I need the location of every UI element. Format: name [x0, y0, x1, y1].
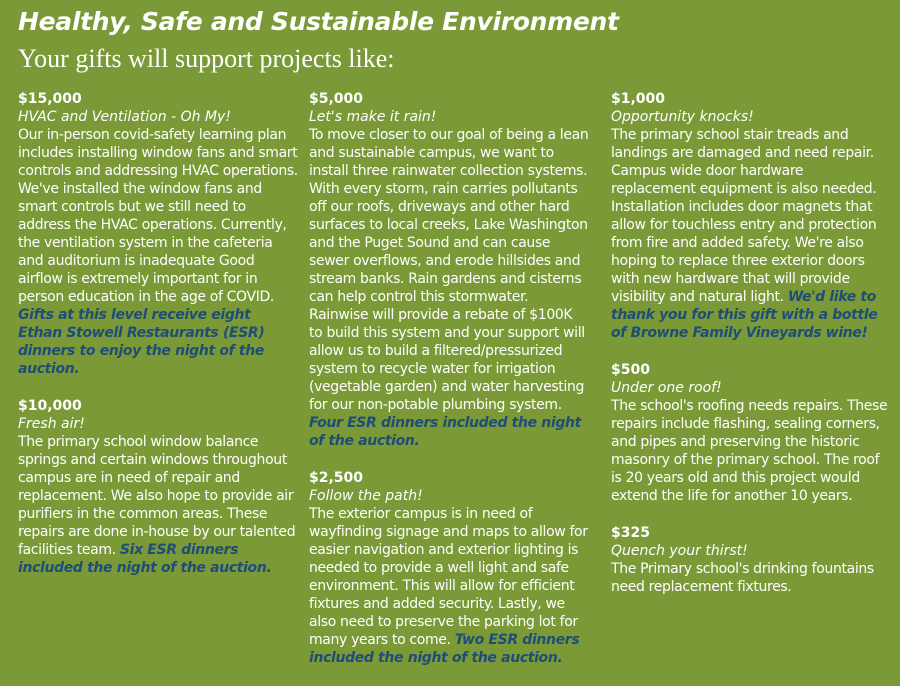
gift-item — [309, 90, 589, 450]
gift-description — [18, 126, 298, 378]
gift-thanks: We'd like to thank you for this gift with a bottle of Browne Family Vineyards wine! — [611, 289, 878, 341]
gift-body: The Primary school's drinking fountains need replacement fixtures. — [611, 561, 874, 595]
gift-body: The primary school stair treads and landings are damaged and need repair. Campus wide door hardware replacement equipment is also needed. Installation includes door magnets that allow for touchless entry and protection from fire and added safety. We're also hoping to replace three exterior doors with new hardware that will provide visibility and natural light. — [611, 127, 877, 305]
gift-amount: $15,000 — [18, 91, 82, 107]
gift-item — [309, 469, 589, 667]
gift-amount: $2,500 — [309, 470, 364, 486]
gift-item — [611, 361, 891, 505]
gift-heading: Fresh air! — [18, 416, 85, 432]
gift-heading: Let's make it rain! — [309, 109, 437, 125]
column-2 — [309, 90, 589, 686]
gift-amount: $325 — [611, 525, 650, 541]
gift-item — [18, 397, 298, 577]
page-title: Healthy, Safe and Sustainable Environment — [18, 7, 619, 36]
gift-description — [18, 433, 298, 577]
gift-body: The school's roofing needs repairs. These repairs include flashing, sealing corners, and pipes and preserving the historic masonry of the primary school. The roof is 20 years old and this project would extend the life for another 10 years. — [611, 398, 888, 504]
gift-description — [611, 397, 891, 505]
gift-thanks: Gifts at this level receive eight Ethan Stowell Restaurants (ESR) dinners to enjoy the night of the auction. — [18, 307, 265, 377]
gift-description — [611, 126, 891, 342]
gift-description — [309, 126, 589, 450]
gift-thanks: Four ESR dinners included the night of the auction. — [309, 415, 581, 449]
gift-description — [309, 505, 589, 667]
gift-thanks: Two ESR dinners included the night of the auction. — [309, 632, 580, 666]
gift-item — [611, 524, 891, 596]
gift-amount: $500 — [611, 362, 650, 378]
gift-description — [611, 560, 891, 596]
gift-amount: $5,000 — [309, 91, 364, 107]
gift-amount: $10,000 — [18, 398, 82, 414]
gift-item — [18, 90, 298, 378]
gift-body: The primary school window balance springs and certain windows throughout campus are in need of repair and replacement. We also hope to provide air purifiers in the common areas. These repairs are done in-house by our talented facilities team. — [18, 434, 296, 558]
gift-amount: $1,000 — [611, 91, 666, 107]
gift-heading: Quench your thirst! — [611, 543, 748, 559]
gift-heading: Opportunity knocks! — [611, 109, 754, 125]
gift-heading: HVAC and Ventilation - Oh My! — [18, 109, 231, 125]
gift-thanks: Six ESR dinners included the night of the auction. — [18, 542, 272, 576]
gift-heading: Under one roof! — [611, 380, 722, 396]
gift-item — [611, 90, 891, 342]
gift-body: Our in-person covid-safety learning plan includes installing window fans and smart controls and addressing HVAC operations. We've installed the window fans and smart controls but we still need to address the HVAC operations. Currently, the ventilation system in the cafeteria and auditorium is inadequate Good airflow is extremely important for in person education in the age of COVID. — [18, 127, 298, 305]
gift-body: The exterior campus is in need of wayfinding signage and maps to allow for easier navigation and exterior lighting is needed to provide a well light and safe environment. This will allow for efficient fixtures and added security. Lastly, we also need to preserve the parking lot for many years to come. — [309, 506, 588, 648]
page-subtitle: Your gifts will support projects like: — [18, 44, 395, 73]
column-1 — [18, 90, 298, 596]
column-3 — [611, 90, 891, 615]
gift-heading: Follow the path! — [309, 488, 423, 504]
gift-body: To move closer to our goal of being a lean and sustainable campus, we want to install three rainwater collection systems. With every storm, rain carries pollutants off our roofs, driveways and other hard surfaces to local creeks, Lake Washington and the Puget Sound and can cause sewer overflows, and erode hillsides and stream banks. Rain gardens and cisterns can help control this stormwater. Rainwise will provide a rebate of $100K to build this system and your support will allow us to build a filtered/pressurized system to recycle water for irrigation (vegetable garden) and water harvesting for our non-potable plumbing system. — [309, 127, 589, 413]
